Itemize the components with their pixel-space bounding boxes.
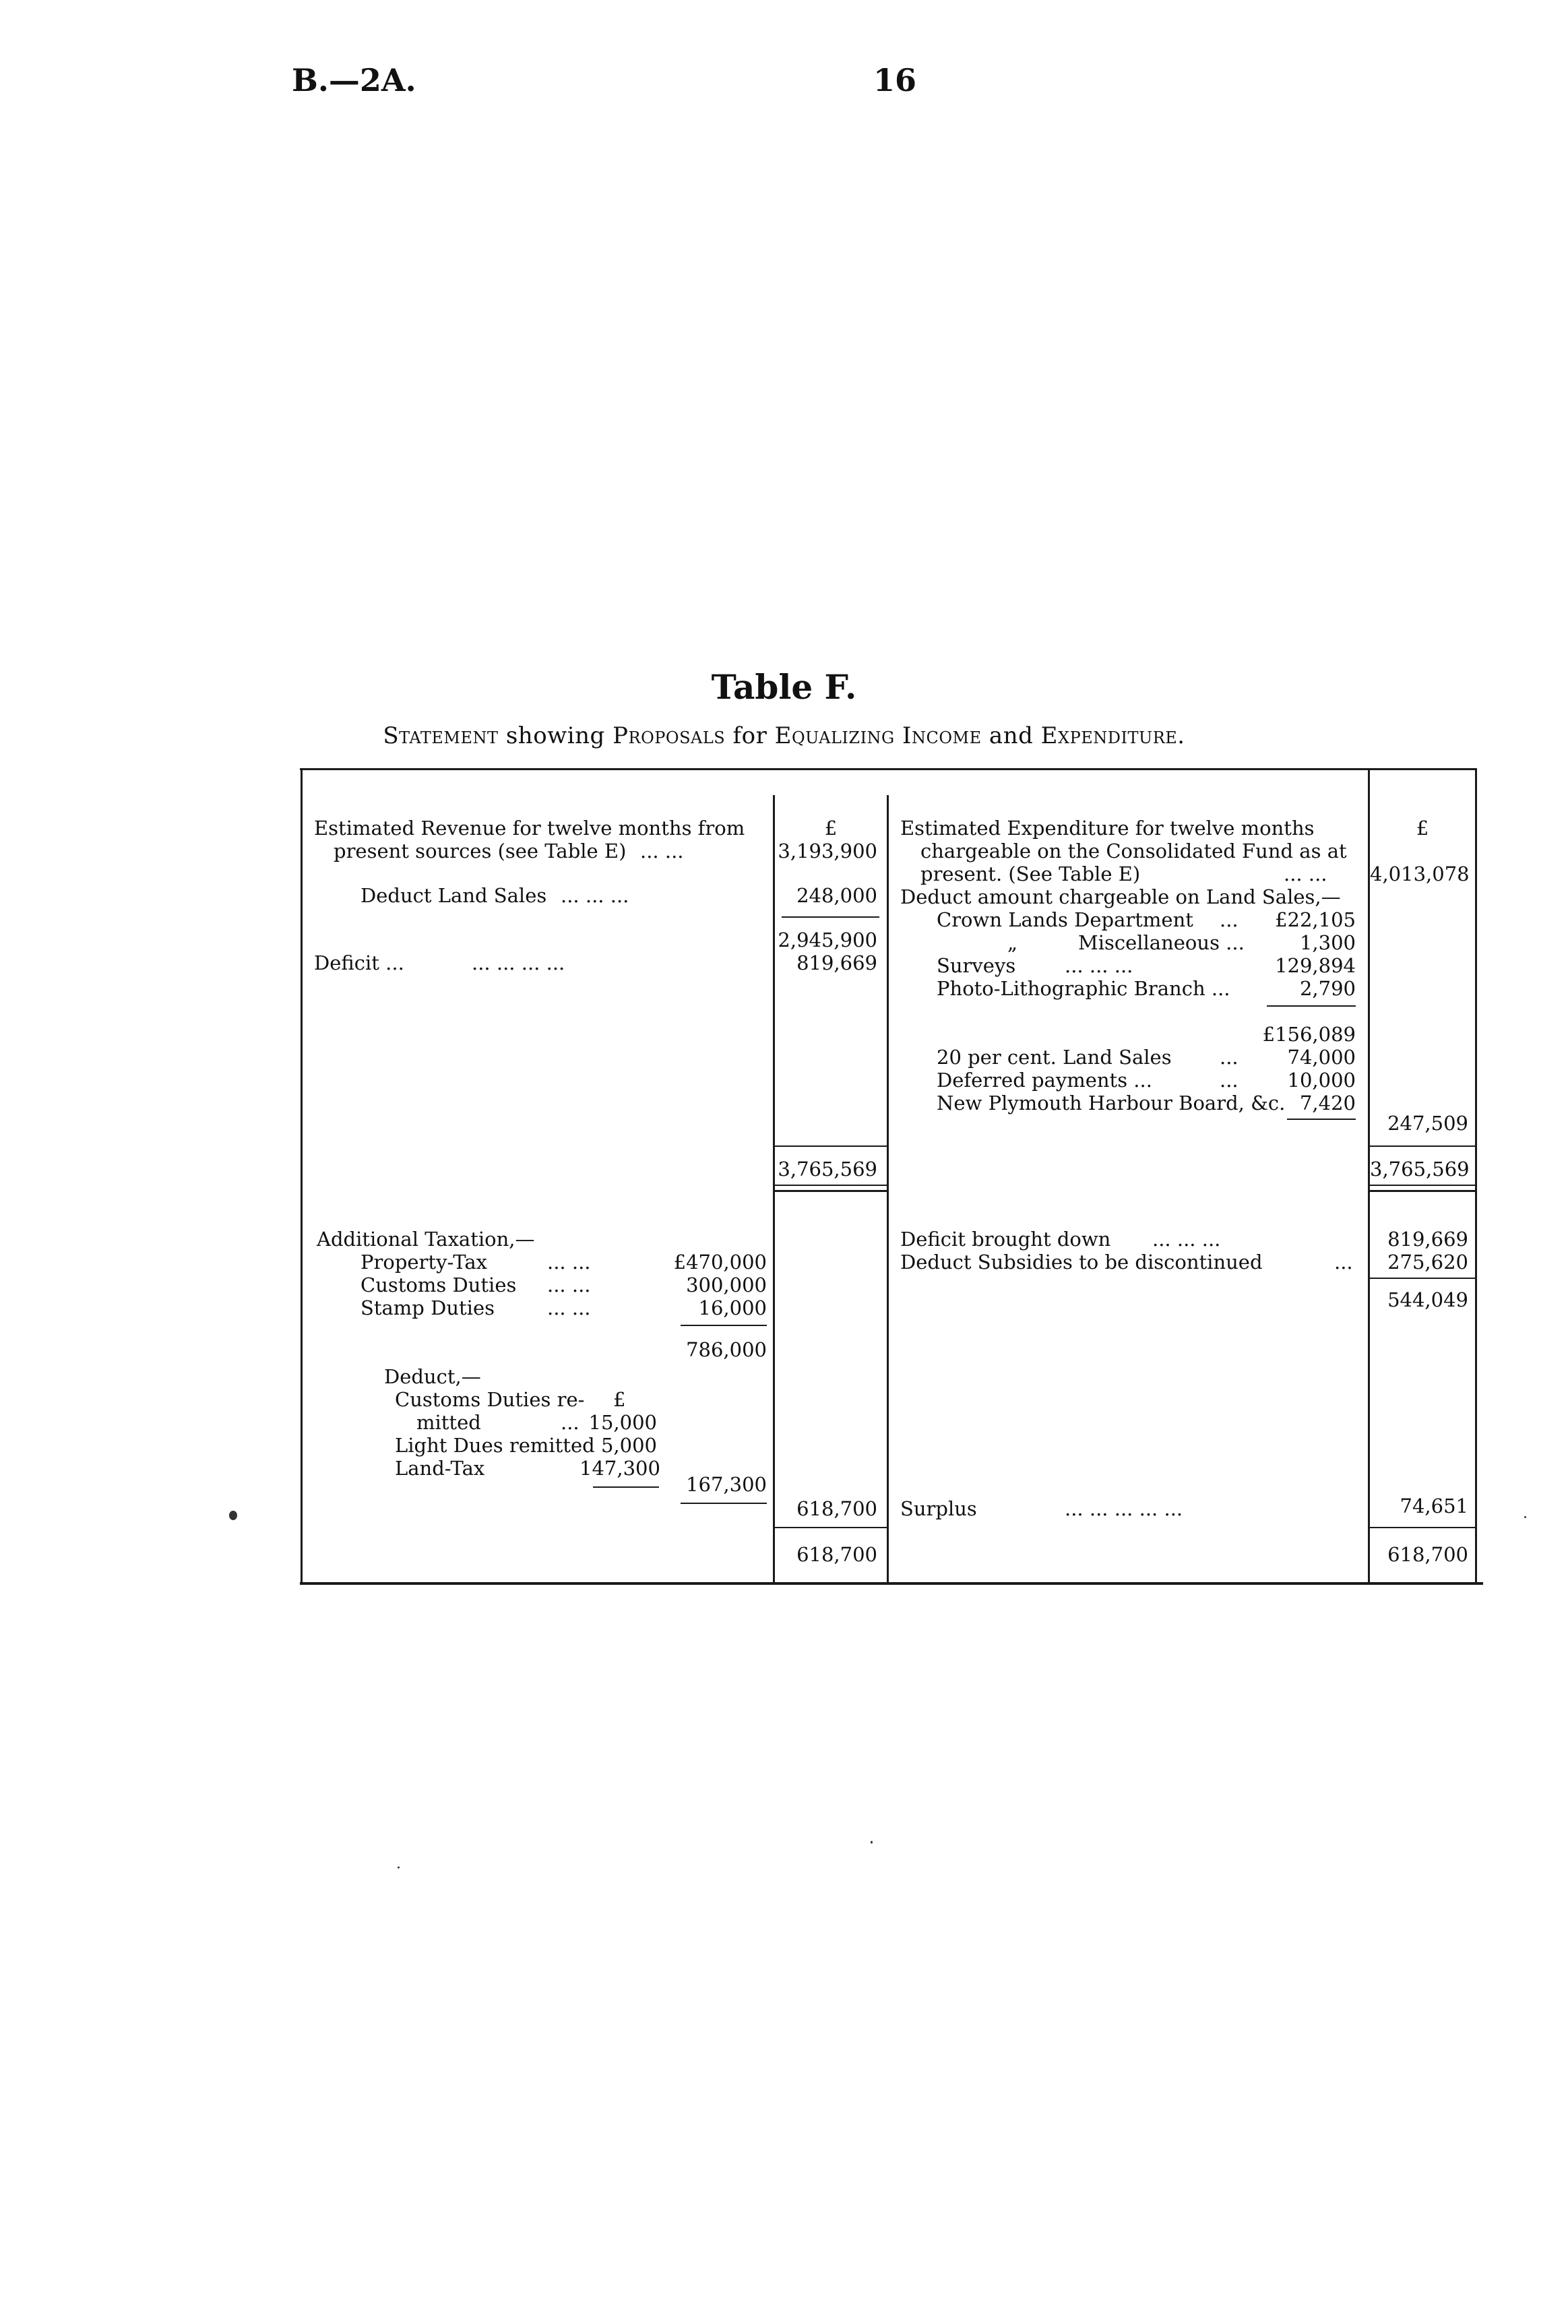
table-bottom-rule [300,1582,1483,1585]
subtitle-word: and [989,722,1034,749]
subtitle-word: for [732,722,767,749]
deduct-total-amount: 167,300 [686,1473,767,1496]
revenue-label-line2: present sources (see Table E) [334,840,627,862]
sum-rule [775,1145,887,1147]
table-right-border [1475,768,1477,1583]
deficit-brought-down-amount: 819,669 [1387,1228,1468,1251]
left-total-amount: 3,765,569 [778,1158,877,1181]
deficit-label: Deficit ... [314,951,404,974]
double-rule [1370,1185,1475,1186]
deduct-land-sales-amount: 248,000 [796,884,877,907]
customs-remitted-label-line2: mitted [416,1411,481,1434]
subtitle-word: Equalizing Income [774,722,982,749]
leader-dots: ... ... [547,1274,591,1296]
leader-dots: ... ... [640,840,684,862]
revenue-label-line1: Estimated Revenue for twelve months from [314,817,745,840]
land-sales-percent-amount: 74,000 [1287,1046,1356,1069]
property-tax-amount: £470,000 [673,1251,767,1274]
customs-remitted-label-line1: Customs Duties re- [395,1388,585,1411]
sum-rule [1370,1527,1475,1528]
subtitle-word: Statement [383,722,499,749]
deduct-land-sales-label: Deduct Land Sales [360,884,547,907]
leader-dots: ... [1220,1069,1238,1092]
photo-lithographic-label: Photo-Lithographic Branch ... [937,977,1230,1000]
harbour-board-amount: 7,420 [1299,1092,1356,1114]
customs-duties-amount: 300,000 [686,1274,767,1296]
leader-dots: ... ... ... ... [472,951,565,974]
pound-sign: £ [1416,817,1429,840]
right-final-total: 618,700 [1387,1543,1468,1566]
expenditure-label-line1: Estimated Expenditure for twelve months [900,817,1315,840]
deficit-amount: 819,669 [796,951,877,974]
deferred-payments-amount: 10,000 [1287,1069,1356,1092]
right-total-amount: 3,765,569 [1370,1158,1470,1181]
light-dues-amount: 5,000 [600,1434,657,1457]
deficit-brought-down-label: Deficit brought down [900,1228,1111,1251]
sum-rule [1370,1145,1475,1147]
customs-duties-label: Customs Duties [360,1274,517,1296]
sum-rule [593,1486,659,1488]
double-rule [1370,1190,1475,1192]
land-tax-label: Land-Tax [395,1457,485,1480]
additional-taxation-total: 786,000 [686,1338,767,1361]
table-subtitle [0,722,1568,749]
column-divider [773,795,775,1583]
deduct-heading: Deduct,— [384,1365,481,1388]
surplus-amount: 74,651 [1400,1495,1468,1517]
customs-remitted-amount: 15,000 [588,1411,657,1434]
leader-dots: ... ... ... ... ... [1065,1497,1183,1520]
sum-rule [1287,1119,1356,1120]
light-dues-label: Light Dues remitted [395,1434,595,1457]
leader-dots: ... [1334,1251,1353,1274]
crown-lands-amount: £22,105 [1275,908,1356,931]
ditto-mark: „ [1007,931,1018,954]
sum-rule [782,916,879,918]
left-final-total: 618,700 [796,1543,877,1566]
subtitle-word: Proposals [613,722,726,749]
leader-dots: ... ... [547,1251,591,1274]
pound-sign: £ [824,817,838,840]
miscellaneous-label: Miscellaneous ... [1078,931,1245,954]
deduct-total-amount: 247,509 [1387,1112,1468,1135]
leader-dots: ... ... ... [1065,954,1133,977]
sum-rule [681,1325,767,1326]
land-tax-amount: 147,300 [579,1457,660,1480]
deduct-land-sales-heading: Deduct amount chargeable on Land Sales,— [900,885,1341,908]
double-rule [775,1190,887,1192]
leader-dots: ... ... ... [1152,1228,1221,1251]
sum-rule [681,1503,767,1504]
stamp-duties-amount: 16,000 [698,1296,767,1319]
table-top-rule [300,768,1476,770]
surveys-amount: 129,894 [1275,954,1356,977]
land-sales-percent-label: 20 per cent. Land Sales [937,1046,1172,1069]
leader-dots: ... [561,1411,579,1434]
leader-dots: ... [1220,1046,1238,1069]
subsidies-amount: 275,620 [1387,1251,1468,1274]
harbour-board-label: New Plymouth Harbour Board, &c. [937,1092,1286,1114]
miscellaneous-amount: 1,300 [1299,931,1356,954]
column-divider [887,795,889,1583]
sum-rule [1370,1278,1475,1279]
sub-total-amount: £156,089 [1262,1023,1356,1046]
subtitle-word: Expenditure. [1040,722,1185,749]
crown-lands-label: Crown Lands Department [937,908,1193,931]
table-title: Table F. [711,667,857,707]
leader-dots: ... ... [1284,862,1327,885]
ink-speck [1524,1516,1526,1518]
page-number: 16 [873,62,917,98]
stamp-duties-label: Stamp Duties [360,1296,495,1319]
leader-dots: ... [1220,908,1238,931]
ink-speck [398,1866,400,1868]
additional-taxation-heading: Additional Taxation,— [317,1228,535,1251]
document-reference: B.—2A. [292,62,416,98]
photo-lithographic-amount: 2,790 [1299,977,1356,1000]
ink-speck [871,1841,873,1844]
sum-rule [1267,1005,1356,1007]
surveys-label: Surveys [937,954,1016,977]
expenditure-label-line3: present. (See Table E) [920,862,1141,885]
surplus-label: Surplus [900,1497,977,1520]
subtitle-word: showing [505,722,605,749]
table-left-border [301,768,303,1583]
net-taxation-amount: 618,700 [796,1497,877,1520]
expenditure-amount: 4,013,078 [1370,862,1470,885]
subtotal-amount: 2,945,900 [778,929,877,951]
ink-speck [229,1511,237,1520]
deferred-payments-label: Deferred payments ... [937,1069,1152,1092]
leader-dots: ... ... ... [561,884,629,907]
pound-sign: £ [613,1388,626,1411]
revenue-amount: 3,193,900 [778,840,877,862]
property-tax-label: Property-Tax [360,1251,487,1274]
sum-rule [775,1527,887,1528]
leader-dots: ... ... [547,1296,591,1319]
double-rule [775,1185,887,1186]
expenditure-label-line2: chargeable on the Consolidated Fund as at [920,840,1347,862]
net-deficit-amount: 544,049 [1387,1288,1468,1311]
subsidies-label: Deduct Subsidies to be discontinued [900,1251,1263,1274]
